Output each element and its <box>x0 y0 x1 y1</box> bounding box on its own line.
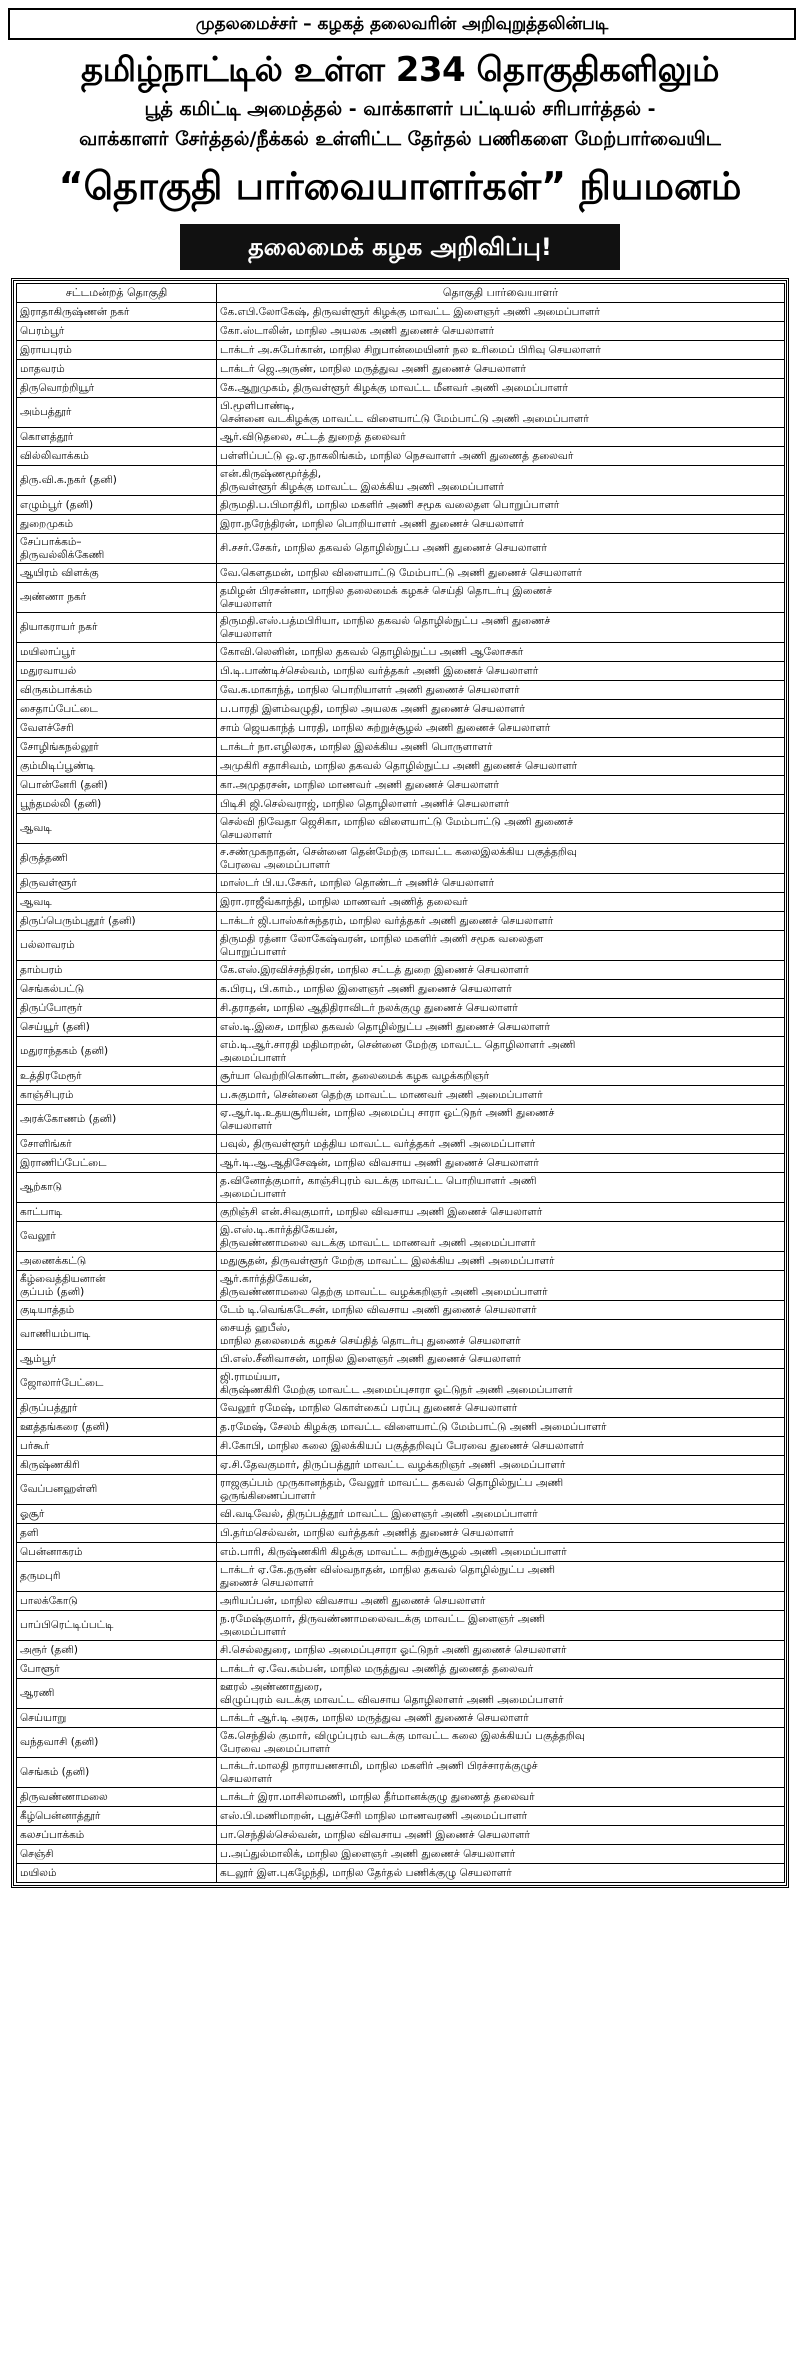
observer-cell: குறிஞ்சி என்.சிவகுமார், மாநில விவசாய அணி இணைச் செயலாளர் <box>217 1203 785 1222</box>
constituency-cell: ஆற்காடு <box>17 1173 217 1203</box>
observer-cell: பள்ளிப்பட்டு ஒ.ஏ.நாகலிங்கம், மாநில நெசவாளர் அணி துணைத் தலைவர் <box>217 447 785 466</box>
constituency-cell: தருமபுரி <box>17 1562 217 1592</box>
observer-table <box>16 283 785 1883</box>
table-row <box>17 564 785 583</box>
observer-cell: ஆர்.விடுதலை, சட்டத் துறைத் தலைவர் <box>217 428 785 447</box>
table-row <box>17 980 785 999</box>
constituency-cell: வேலூர் <box>17 1222 217 1252</box>
observer-cell: கோ.ஸ்டாலின், மாநில அயலக அணி துணைச் செயலாளர் <box>217 322 785 341</box>
constituency-cell: உத்திரமேரூர் <box>17 1067 217 1086</box>
constituency-cell: எழும்பூர் (தனி) <box>17 496 217 515</box>
constituency-cell: செங்கம் (தனி) <box>17 1758 217 1788</box>
constituency-cell: வில்லிவாக்கம் <box>17 447 217 466</box>
table-row <box>17 613 785 643</box>
observer-cell: ஜி.ராமய்யா, கிருஷ்ணகிரி மேற்கு மாவட்ட அமைப்புசாரா ஓட்டுநர் அணி அமைப்பாளர் <box>217 1369 785 1399</box>
table-row <box>17 893 785 912</box>
constituency-cell: மயிலம் <box>17 1864 217 1883</box>
constituency-cell: ஊத்தங்கரை (தனி) <box>17 1418 217 1437</box>
table-row <box>17 1660 785 1679</box>
table-row <box>17 1086 785 1105</box>
constituency-cell: பர்கூர் <box>17 1437 217 1456</box>
observer-cell: பி.மூளிபாண்டி, சென்னை வடகிழக்கு மாவட்ட விளையாட்டு மேம்பாட்டு அணி அமைப்பாளர் <box>217 398 785 428</box>
table-row <box>17 662 785 681</box>
table-row <box>17 583 785 613</box>
observer-cell: ஊரல் அண்ணாதுரை, விழுப்புரம் வடக்கு மாவட்ட விவசாய தொழிலாளர் அணி அமைப்பாளர் <box>217 1679 785 1709</box>
table-row <box>17 1037 785 1067</box>
constituency-cell: திருவள்ளூர் <box>17 874 217 893</box>
table-row <box>17 700 785 719</box>
table-row <box>17 1399 785 1418</box>
constituency-cell: சோழிங்கநல்லூர் <box>17 738 217 757</box>
observer-cell: க.பிரபு, பி.காம்., மாநில இளைஞர் அணி துணைச் செயலாளர் <box>217 980 785 999</box>
constituency-cell: பென்னாகரம் <box>17 1543 217 1562</box>
table-row <box>17 738 785 757</box>
constituency-cell: காட்பாடி <box>17 1203 217 1222</box>
table-row <box>17 1369 785 1399</box>
constituency-cell: ஆரணி <box>17 1679 217 1709</box>
table-row <box>17 757 785 776</box>
constituency-cell: அம்பத்தூர் <box>17 398 217 428</box>
table-row <box>17 1641 785 1660</box>
constituency-cell: கும்மிடிப்பூண்டி <box>17 757 217 776</box>
table-body <box>17 303 785 1883</box>
constituency-cell: சேப்பாக்கம்– திருவல்லிக்கேணி <box>17 534 217 564</box>
observer-cell: இரா.ராஜீவ்காந்தி, மாநில மாணவர் அணித் தலைவர் <box>217 893 785 912</box>
observer-cell: எஸ்.பி.மணிமாறன், புதுச்சேரி மாநில மாணவரணி அமைப்பாளர் <box>217 1807 785 1826</box>
constituency-cell: அரக்கோணம் (தனி) <box>17 1105 217 1135</box>
table-row <box>17 844 785 874</box>
observer-cell: பி.டி.பாண்டிச்செல்வம், மாநில வர்த்தகர் அணி இணைச் செயலாளர் <box>217 662 785 681</box>
table-row <box>17 1864 785 1883</box>
observer-cell: இரா.நரேந்திரன், மாநில பொறியாளர் அணி துணைச் செயலாளர் <box>217 515 785 534</box>
observer-cell: ராஜகுப்பம் முருகானந்தம், வேலூர் மாவட்ட தகவல் தொழில்நுட்ப அணி ஒருங்கிணைப்பாளர் <box>217 1475 785 1505</box>
table-row <box>17 303 785 322</box>
observer-cell: டாக்டர் ஜி.பாஸ்கர்சுந்தரம், மாநில வர்த்தகர் அணி துணைச் செயலாளர் <box>217 912 785 931</box>
constituency-cell: ஆம்பூர் <box>17 1350 217 1369</box>
constituency-cell: திருத்தணி <box>17 844 217 874</box>
table-row <box>17 931 785 961</box>
observer-cell: அமுகிரி சதாசிவம், மாநில தகவல் தொழில்நுட்ப அணி துணைச் செயலாளர் <box>217 757 785 776</box>
table-row <box>17 1320 785 1350</box>
table-row <box>17 1154 785 1173</box>
table-row <box>17 379 785 398</box>
observer-cell: டாக்டர் ஜெ.அருண், மாநில மருத்துவ அணி துணைச் செயலாளர் <box>217 360 785 379</box>
table-row <box>17 999 785 1018</box>
table-row <box>17 912 785 931</box>
constituency-cell: அரூர் (தனி) <box>17 1641 217 1660</box>
table-row <box>17 776 785 795</box>
constituency-cell: ஆவடி <box>17 814 217 844</box>
observer-cell: கே.எஸ்.இரவிச்சந்திரன், மாநில சட்டத் துறை இணைச் செயலாளர் <box>217 961 785 980</box>
observer-cell: திருமதி.எஸ்.பத்மபிரியா, மாநில தகவல் தொழில்நுட்ப அணி துணைச் செயலாளர் <box>217 613 785 643</box>
observer-cell: ப.அப்துல்மாலிக், மாநில இளைஞர் அணி துணைச் செயலாளர் <box>217 1845 785 1864</box>
constituency-cell: வந்தவாசி (தனி) <box>17 1728 217 1758</box>
observer-cell: ந.ரமேஷ்குமார், திருவண்ணாமலைவடக்கு மாவட்ட இளைஞர் அணி அமைப்பாளர் <box>217 1611 785 1641</box>
observer-cell: மதுசூதன், திருவள்ளூர் மேற்கு மாவட்ட இலக்கிய அணி அமைப்பாளர் <box>217 1252 785 1271</box>
observer-cell: ஏ.ஆர்.டி.உதயசூரியன், மாநில அமைப்பு சாரா ஓட்டுநர் அணி துணைச் செயலாளர் <box>217 1105 785 1135</box>
subhead-line-1: பூத் கமிட்டி அமைத்தல் - வாக்காளர் பட்டியல் சரிபார்த்தல் - <box>144 98 656 120</box>
observer-cell: மாஸ்டர் பி.ய.சேகர், மாநில தொண்டர் அணிச் செயலாளர் <box>217 874 785 893</box>
top-banner: முதலமைச்சர் – கழகத் தலைவரின் அறிவுறுத்தலின்படி <box>8 8 796 40</box>
constituency-cell: சோளிங்கர் <box>17 1135 217 1154</box>
table-row <box>17 1758 785 1788</box>
constituency-cell: மாதவரம் <box>17 360 217 379</box>
observer-cell: திருமதி.ப.பிமாதிரி, மாநில மகளிர் அணி சமூக வலைதள பொறுப்பாளர் <box>217 496 785 515</box>
table-row <box>17 1222 785 1252</box>
observer-cell: ஆர்.டி.ஆ.ஆதிசேஷன், மாநில விவசாய அணி துணைச் செயலாளர் <box>217 1154 785 1173</box>
constituency-cell: துறைமுகம் <box>17 515 217 534</box>
constituency-cell: தியாகராயர் நகர் <box>17 613 217 643</box>
constituency-cell: திருப்பத்தூர் <box>17 1399 217 1418</box>
constituency-cell: ஆயிரம் விளக்கு <box>17 564 217 583</box>
observer-cell: வே.கௌதமன், மாநில விளையாட்டு மேம்பாட்டு அணி துணைச் செயலாளர் <box>217 564 785 583</box>
observer-cell: டேம் டி.வெங்கடேசன், மாநில விவசாய அணி துணைச் செயலாளர் <box>217 1301 785 1320</box>
constituency-cell: மயிலாப்பூர் <box>17 643 217 662</box>
table-row <box>17 1845 785 1864</box>
observer-cell: ப.பாரதி இளம்வழுதி, மாநில அயலக அணி துணைச் செயலாளர் <box>217 700 785 719</box>
constituency-cell: பாப்பிரெட்டிப்பட்டி <box>17 1611 217 1641</box>
table-row <box>17 341 785 360</box>
table-row <box>17 1524 785 1543</box>
table-row <box>17 1456 785 1475</box>
constituency-cell: ஆவடி <box>17 893 217 912</box>
table-row <box>17 496 785 515</box>
observer-cell: பி.தர்மசெல்வன், மாநில வர்த்தகர் அணித் துணைச் செயலாளர் <box>217 1524 785 1543</box>
table-row <box>17 360 785 379</box>
constituency-cell: போளூர் <box>17 1660 217 1679</box>
constituency-cell: பொன்னேரி (தனி) <box>17 776 217 795</box>
table-row <box>17 1173 785 1203</box>
observer-cell: என்.கிருஷ்ணமூர்த்தி, திருவள்ளூர் கிழக்கு மாவட்ட இலக்கிய அணி அமைப்பாளர் <box>217 466 785 496</box>
observer-cell: ஏ.சி.தேவகுமார், திருப்பத்தூர் மாவட்ட வழக்கறிஞர் அணி அமைப்பாளர் <box>217 1456 785 1475</box>
table-row <box>17 1271 785 1301</box>
constituency-cell: தளி <box>17 1524 217 1543</box>
observer-cell: டாக்டர் ஏ.கே.தருண் விஸ்வநாதன், மாநில தகவல் தொழில்நுட்ப அணி துணைச் செயலாளர் <box>217 1562 785 1592</box>
constituency-cell: வேப்பனஹள்ளி <box>17 1475 217 1505</box>
table-row <box>17 1807 785 1826</box>
observer-cell: எஸ்.டி.இசை, மாநில தகவல் தொழில்நுட்ப அணி துணைச் செயலாளர் <box>217 1018 785 1037</box>
observer-table-frame <box>11 278 789 1888</box>
table-row <box>17 1543 785 1562</box>
constituency-cell: கீழ்வைத்தியனான் குப்பம் (தனி) <box>17 1271 217 1301</box>
observer-cell: இ.எஸ்.டி.கார்த்திகேயன், திருவண்ணாமலை வடக்கு மாவட்ட மாணவர் அணி அமைப்பாளர் <box>217 1222 785 1252</box>
observer-cell: டாக்டர் ஏ.வே.கம்பன், மாநில மருத்துவ அணித் துணைத் தலைவர் <box>217 1660 785 1679</box>
constituency-cell: திருப்போரூர் <box>17 999 217 1018</box>
observer-cell: வே.க.மாகாந்த், மாநில பொறியாளர் அணி துணைச் செயலாளர் <box>217 681 785 700</box>
constituency-cell: திருவண்ணாமலை <box>17 1788 217 1807</box>
constituency-cell: திரு.வி.க.நகர் (தனி) <box>17 466 217 496</box>
table-row <box>17 1135 785 1154</box>
table-row <box>17 398 785 428</box>
table-row <box>17 534 785 564</box>
table-row <box>17 1203 785 1222</box>
observer-cell: ப.சுகுமார், சென்னை தெற்கு மாவட்ட மாணவர் அணி அமைப்பாளர் <box>217 1086 785 1105</box>
table-row <box>17 1475 785 1505</box>
observer-cell: தமிழன் பிரசன்னா, மாநில தலைமைக் கழகச் செய்தி தொடர்பு இணைச் செயலாளர் <box>217 583 785 613</box>
constituency-cell: திருவொற்றியூர் <box>17 379 217 398</box>
table-row <box>17 1505 785 1524</box>
observer-cell: சி.கோபி, மாநில கலை இலக்கியப் பகுத்தறிவுப் பேரவை துணைச் செயலாளர் <box>217 1437 785 1456</box>
table-row <box>17 1788 785 1807</box>
table-row <box>17 1709 785 1728</box>
observer-cell: கடலூர் இள.புகழேந்தி, மாநில தேர்தல் பணிக்குழு செயலாளர் <box>217 1864 785 1883</box>
constituency-cell: வேளச்சேரி <box>17 719 217 738</box>
constituency-cell: அண்ணா நகர் <box>17 583 217 613</box>
constituency-cell: கீழ்பென்னாத்தூர் <box>17 1807 217 1826</box>
observer-cell: ஆர்.கார்த்திகேயன், திருவண்ணாமலை தெற்கு மாவட்ட வழக்கறிஞர் அணி அமைப்பாளர் <box>217 1271 785 1301</box>
observer-cell: சி.சசர்.சேகர், மாநில தகவல் தொழில்நுட்ப அணி துணைச் செயலாளர் <box>217 534 785 564</box>
observer-cell: எம்.டி.ஆர்.சாரதி மதிமாறன், சென்னை மேற்கு மாவட்ட தொழிலாளர் அணி அமைப்பாளர் <box>217 1037 785 1067</box>
observer-cell: எம்.பாரி, கிருஷ்ணகிரி கிழக்கு மாவட்ட சுற்றுச்சூழல் அணி அமைப்பாளர் <box>217 1543 785 1562</box>
table-row <box>17 1252 785 1271</box>
table-row <box>17 795 785 814</box>
constituency-cell: செய்யாறு <box>17 1709 217 1728</box>
observer-cell: சி.தராதன், மாநில ஆதிதிராவிடர் நலக்குழு துணைச் செயலாளர் <box>217 999 785 1018</box>
table-row <box>17 1018 785 1037</box>
observer-cell: டாக்டர் இரா.மாசிலாமணி, மாநில தீர்மானக்குழு துணைத் தலைவர் <box>217 1788 785 1807</box>
column-header-constituency: சட்டமன்றத் தொகுதி <box>17 284 217 303</box>
headline: தமிழ்நாட்டில் உள்ள 234 தொகுதிகளிலும் <box>80 50 720 90</box>
table-row <box>17 643 785 662</box>
observer-cell: பி.எஸ்.சீனிவாசன், மாநில இளைஞர் அணி துணைச் செயலாளர் <box>217 1350 785 1369</box>
table-row <box>17 1826 785 1845</box>
observer-cell: சாம் ஜெயகாந்த் பாரதி, மாநில சுற்றுச்சூழல் அணி துணைச் செயலாளர் <box>217 719 785 738</box>
observer-cell: வேலூர் ரமேஷ், மாநில கொள்கைப் பரப்பு துணைச் செயலாளர் <box>217 1399 785 1418</box>
constituency-cell: கிருஷ்ணகிரி <box>17 1456 217 1475</box>
constituency-cell: செய்யூர் (தனி) <box>17 1018 217 1037</box>
constituency-cell: குடியாத்தம் <box>17 1301 217 1320</box>
table-row <box>17 1350 785 1369</box>
table-row <box>17 1592 785 1611</box>
constituency-cell: கொளத்தூர் <box>17 428 217 447</box>
observer-cell: டாக்டர்.மாலதி நாராயணசாமி, மாநில மகளிர் அணி பிரச்சாரக்குழுச் செயலாளர் <box>217 1758 785 1788</box>
constituency-cell: விருகம்பாக்கம் <box>17 681 217 700</box>
observer-cell: டாக்டர் நா.எழிலரசு, மாநில இலக்கிய அணி பொருளாளர் <box>217 738 785 757</box>
constituency-cell: ஜோலார்பேட்டை <box>17 1369 217 1399</box>
observer-cell: திருமதி ரத்னா லோகேஷ்வரன், மாநில மகளிர் அணி சமூக வலைதள பொறுப்பாளர் <box>217 931 785 961</box>
observer-cell: கே.செந்தில் குமார், விழுப்புரம் வடக்கு மாவட்ட கலை இலக்கியப் பகுத்தறிவு பேரவை அமைப்பாளர் <box>217 1728 785 1758</box>
table-row <box>17 1728 785 1758</box>
table-row <box>17 1437 785 1456</box>
table-row <box>17 719 785 738</box>
constituency-cell: மதுராந்தகம் (தனி) <box>17 1037 217 1067</box>
observer-cell: கோவி.லெனின், மாநில தகவல் தொழில்நுட்ப அணி ஆலோசகர் <box>217 643 785 662</box>
table-row <box>17 428 785 447</box>
table-row <box>17 1067 785 1086</box>
observer-cell: பிடிசி ஜி.செல்வராஜ், மாநில தொழிலாளர் அணிச் செயலாளர் <box>217 795 785 814</box>
constituency-cell: கலசப்பாக்கம் <box>17 1826 217 1845</box>
table-row <box>17 322 785 341</box>
notice-box: தலைமைக் கழக அறிவிப்பு! <box>180 224 620 270</box>
observer-cell: த.வினோத்குமார், காஞ்சிபுரம் வடக்கு மாவட்ட பொறியாளர் அணி அமைப்பாளர் <box>217 1173 785 1203</box>
constituency-cell: திருப்பெரும்புதூர் (தனி) <box>17 912 217 931</box>
observer-cell: பா.செந்தில்செல்வன், மாநில விவசாய அணி இணைச் செயலாளர் <box>217 1826 785 1845</box>
constituency-cell: ஓசூர் <box>17 1505 217 1524</box>
constituency-cell: அணைக்கட்டு <box>17 1252 217 1271</box>
table-header-row <box>17 284 785 303</box>
observer-cell: டாக்டர் ஆர்.டி அரசு, மாநில மருத்துவ அணி துணைச் செயலாளர் <box>217 1709 785 1728</box>
subhead-line-2: வாக்காளர் சேர்த்தல்/நீக்கல் உள்ளிட்ட தேர்தல் பணிகளை மேற்பார்வையிட <box>79 128 721 150</box>
observer-cell: சையத் ஹபீஸ், மாநில தலைமைக் கழகச் செய்தித் தொடர்பு துணைச் செயலாளர் <box>217 1320 785 1350</box>
observer-cell: செல்வி நிவேதா ஜெசிகா, மாநில விளையாட்டு மேம்பாட்டு அணி துணைச் செயலாளர் <box>217 814 785 844</box>
constituency-cell: செஞ்சி <box>17 1845 217 1864</box>
observer-cell: சி.செல்லதுரை, மாநில அமைப்புசாரா ஓட்டுநர் அணி துணைச் செயலாளர் <box>217 1641 785 1660</box>
observer-cell: வி.வடிவேல், திருப்பத்தூர் மாவட்ட இளைஞர் அணி அமைப்பாளர் <box>217 1505 785 1524</box>
table-row <box>17 447 785 466</box>
constituency-cell: செங்கல்பட்டு <box>17 980 217 999</box>
observer-cell: கா.அமுதரசன், மாநில மாணவர் அணி துணைச் செயலாளர் <box>217 776 785 795</box>
observer-cell: டாக்டர் அ.சுபேர்கான், மாநில சிறுபான்மையினர் நல உரிமைப் பிரிவு செயலாளர் <box>217 341 785 360</box>
observer-cell: ச.சண்முகநாதன், சென்னை தென்மேற்கு மாவட்ட கலைஇலக்கிய பகுத்தறிவு பேரவை அமைப்பாளர் <box>217 844 785 874</box>
constituency-cell: சைதாப்பேட்டை <box>17 700 217 719</box>
table-row <box>17 1418 785 1437</box>
constituency-cell: இராதாகிருஷ்ணன் நகர் <box>17 303 217 322</box>
constituency-cell: காஞ்சிபுரம் <box>17 1086 217 1105</box>
observer-cell: பவுல், திருவள்ளூர் மத்திய மாவட்ட வர்த்தகர் அணி அமைப்பாளர் <box>217 1135 785 1154</box>
table-row <box>17 1105 785 1135</box>
constituency-cell: பாலக்கோடு <box>17 1592 217 1611</box>
table-row <box>17 814 785 844</box>
table-row <box>17 681 785 700</box>
table-row <box>17 1679 785 1709</box>
constituency-cell: வாணியம்பாடி <box>17 1320 217 1350</box>
observer-cell: அரியப்பன், மாநில விவசாய அணி துணைச் செயலாளர் <box>217 1592 785 1611</box>
constituency-cell: பூந்தமல்லி (தனி) <box>17 795 217 814</box>
observer-cell: த.ரமேஷ், சேலம் கிழக்கு மாவட்ட விளையாட்டு மேம்பாட்டு அணி அமைப்பாளர் <box>217 1418 785 1437</box>
constituency-cell: மதுரவாயல் <box>17 662 217 681</box>
column-header-observer: தொகுதி பார்வையாளர் <box>217 284 785 303</box>
observer-cell: கே.ஆறுமுகம், திருவள்ளூர் கிழக்கு மாவட்ட மீனவர் அணி அமைப்பாளர் <box>217 379 785 398</box>
table-row <box>17 874 785 893</box>
table-row <box>17 466 785 496</box>
table-row <box>17 1562 785 1592</box>
constituency-cell: இராணிப்பேட்டை <box>17 1154 217 1173</box>
big-title: “தொகுதி பார்வையாளர்கள்” நியமனம் <box>58 164 742 208</box>
constituency-cell: பல்லாவரம் <box>17 931 217 961</box>
observer-cell: கே.எபி.லோகேஷ், திருவள்ளூர் கிழக்கு மாவட்ட இளைஞர் அணி அமைப்பாளர் <box>217 303 785 322</box>
table-row <box>17 961 785 980</box>
constituency-cell: இராயபுரம் <box>17 341 217 360</box>
table-row <box>17 1301 785 1320</box>
observer-cell: சூர்யா வெற்றிகொண்டான், தலைமைக் கழக வழக்கறிஞர் <box>217 1067 785 1086</box>
table-row <box>17 515 785 534</box>
table-row <box>17 1611 785 1641</box>
constituency-cell: பெரம்பூர் <box>17 322 217 341</box>
constituency-cell: தாம்பரம் <box>17 961 217 980</box>
